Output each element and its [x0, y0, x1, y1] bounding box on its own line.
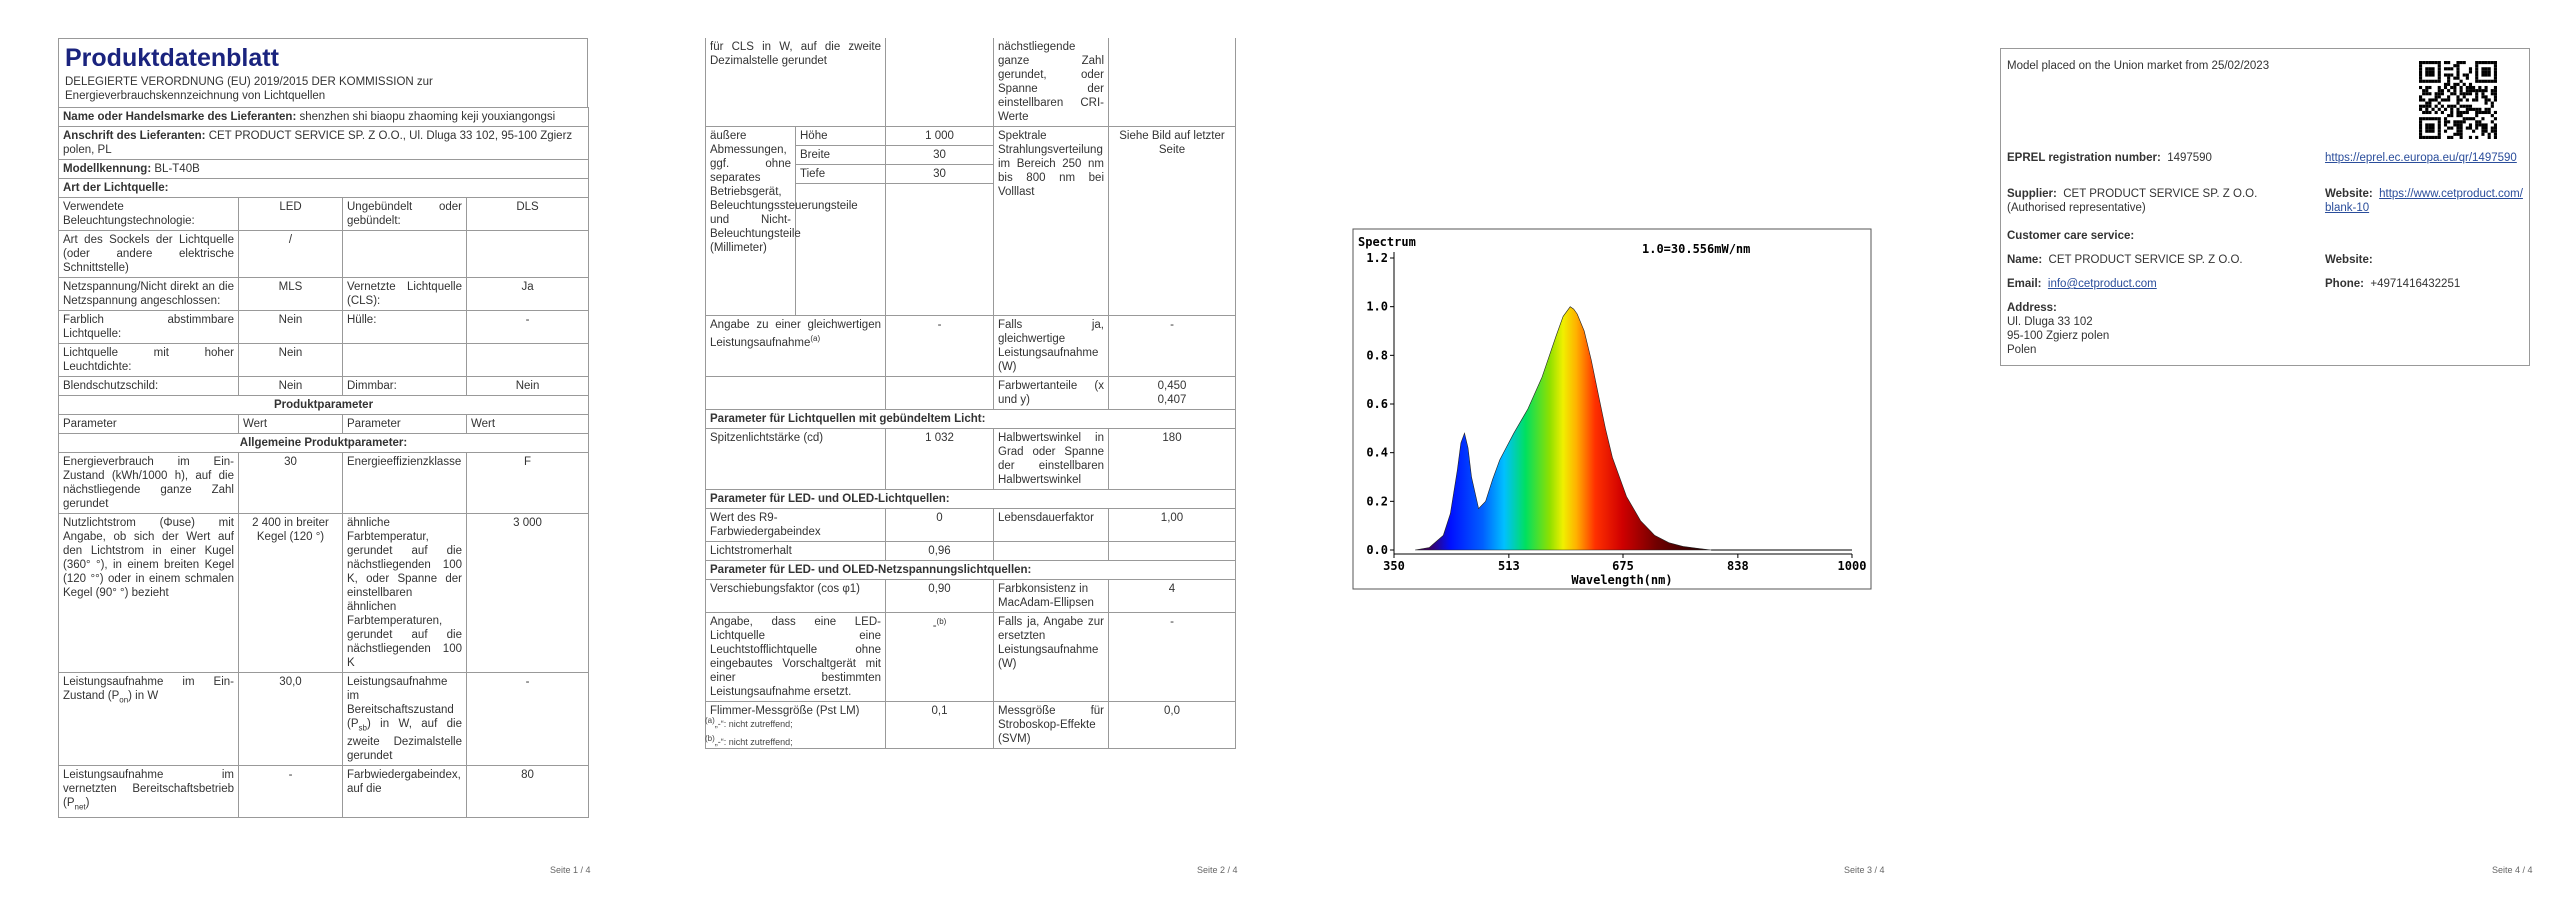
directional-heading: Parameter für Lichtquellen mit gebündeltem Licht:	[706, 410, 1236, 429]
page-number: Seite 1 / 4	[550, 865, 591, 875]
y-tick-label: 1.2	[1366, 251, 1388, 265]
eprel-info-box	[2000, 48, 2530, 366]
care-phone: Phone: +4971416432251	[2325, 278, 2461, 290]
address-line-3: Polen	[2007, 344, 2037, 356]
supplier-address-row: Anschrift des Lieferanten: CET PRODUCT SERVICE SP. Z O.O., Ul. Dluga 33 102, 95-100 Zgierz polen, PL	[59, 127, 589, 160]
networked-value: Ja	[467, 278, 589, 311]
chart-title: Spectrum	[1358, 235, 1416, 249]
beam-value: 180	[1109, 429, 1236, 490]
x-tick-label: 350	[1383, 559, 1405, 573]
address-line-2: 95-100 Zgierz polen	[2007, 330, 2110, 342]
y-tick-label: 0.8	[1366, 348, 1388, 363]
dimensions-label: äußere Abmessungen, ggf. ohne separates Betriebsgerät, Beleuchtungssteuerungsteile und Nicht-Beleuchtungsteile (Millimeter)	[706, 127, 796, 316]
y-tick-label: 0.2	[1366, 494, 1388, 509]
qr-code-icon	[2419, 61, 2497, 139]
footnote-b: $^{(b)}$„-“: nicht zutreffend;	[705, 734, 793, 747]
care-email: Email: info@cetproduct.com	[2007, 278, 2157, 290]
product-table-2: für CLS in W, auf die zweite Dezimalstelle gerundet nächstliegende ganze Zahl gerundet, oder Spanne der einstellbaren CRI-Werte äußere Abmessungen, ggf. ohne separates Betriebsgerät, Beleuchtungssteuerungsteile und Nicht-Beleuchtungsteile (Millimeter) Höhe 1 000 Spektrale Strahlungsverteilung im Bereich 250 nm bis 800 nm bei Volllast Siehe Bild auf letzter Seite Breite 30 Tiefe 30 Angabe zu einer gleichwertigen Leistungsaufnahme$^{(a)}$ - Falls ja, gleichwertige Leistungsaufnahme (W) - Farbwertanteile (x und y) 0,450 0,407 Parameter für Lichtquellen mit gebündeltem Licht: Spitzenlichtstärke (cd) 1 032 Halbwertswinkel in Grad oder Spanne der einstellbaren Halbwertswinkel 180 Parameter für LED- und OLED-Lichtquellen: Wert des R9-Farbwiedergabeindex 0 Lebensdauerfaktor 1,00 Lichtstromerhalt 0,96 Parameter für LED- und OLED-Netzspannungslichtquellen: Verschiebungsfaktor (cos φ1) 0,90 Farbkonsistenz in MacAdam-Ellipsen 4 Angabe, dass eine LED-Lichtquelle eine Leuchtstofflichtquelle ohne eingebautes Vorschaltgerät mit einer bestimmten Leistungsaufnahme ersetzt. -$^{(b)}$ Falls ja, Angabe zur ersetzten Leistungsaufnahme (W) - Flimmer-Messgröße (Pst LM) 0,1 Messgröße für Stroboskop-Effekte (SVM) 0,0	[705, 38, 1236, 749]
page-title: Produktdatenblatt	[65, 44, 279, 72]
page-number: Seite 4 / 4	[2492, 865, 2533, 875]
mains-heading: Parameter für LED- und OLED-Netzspannungslichtquellen:	[706, 561, 1236, 580]
power-on-value: 30,0	[239, 673, 343, 766]
displacement-value: 0,90	[886, 580, 994, 613]
envelope-value: -	[467, 311, 589, 344]
page-1	[58, 0, 698, 905]
dimmable-value: Nein	[467, 377, 589, 396]
lumen-value: 0,96	[886, 542, 994, 561]
flux-value: 2 400 in breiter Kegel (120 °)	[239, 514, 343, 673]
eprel-link[interactable]: https://eprel.ec.europa.eu/qr/1497590	[2325, 152, 2517, 164]
survival-value: 1,00	[1109, 509, 1236, 542]
page-number: Seite 3 / 4	[1844, 865, 1885, 875]
width-value: 30	[886, 146, 994, 165]
model-row: Modellkennung: BL-T40B	[59, 160, 589, 179]
care-name: Name: CET PRODUCT SERVICE SP. Z O.O.	[2007, 254, 2243, 266]
x-tick-label: 1000	[1837, 559, 1867, 573]
net-standby-value: -	[239, 766, 343, 817]
eprel-number: EPREL registration number: 1497590	[2007, 152, 2212, 164]
replace-value: -$^{(b)}$	[886, 613, 994, 702]
address-label: Address:	[2007, 302, 2057, 314]
cct-value: 3 000	[467, 514, 589, 673]
strobo-value: 0,0	[1109, 702, 1236, 749]
x-tick-label: 675	[1612, 559, 1634, 573]
depth-value: 30	[886, 165, 994, 184]
params-heading: Produktparameter	[59, 396, 589, 415]
y-tick-label: 0.6	[1366, 397, 1388, 411]
product-sheet	[58, 38, 588, 818]
page-2	[705, 0, 1345, 905]
equiv-value: -	[886, 316, 994, 377]
footnote-a: $^{(a)}$„-“: nicht zutreffend;	[705, 716, 793, 729]
supplier-name-row: Name oder Handelsmarke des Lieferanten: shenzhen shi biaopu zhaoming keji youxiangongsi	[59, 108, 589, 127]
colour-consistency-value: 4	[1109, 580, 1236, 613]
replace-yes-value: -	[1109, 613, 1236, 702]
socket-value: /	[239, 231, 343, 278]
supplier-address: CET PRODUCT SERVICE SP. Z O.O., Ul. Dluga 33 102, 95-100 Zgierz polen, PL	[63, 130, 573, 156]
standby-value: -	[467, 673, 589, 766]
tech-value: LED	[239, 198, 343, 231]
page-3	[1352, 0, 1992, 905]
equiv-yes-value: -	[1109, 316, 1236, 377]
mains-value: MLS	[239, 278, 343, 311]
chroma-values: 0,450 0,407	[1109, 377, 1236, 410]
customer-care-heading: Customer care service:	[2007, 230, 2135, 242]
height-value: 1 000	[886, 127, 994, 146]
y-tick-label: 0.4	[1366, 445, 1388, 460]
page-4	[2000, 0, 2560, 905]
r9-value: 0	[886, 509, 994, 542]
high-luminance-value: Nein	[239, 344, 343, 377]
x-tick-label: 513	[1498, 559, 1520, 573]
page-number: Seite 2 / 4	[1197, 865, 1238, 875]
cri-value: 80	[467, 766, 589, 817]
model-id: BL-T40B	[154, 163, 200, 175]
website-link[interactable]: https://www.cetproduct.com/blank-10	[2325, 188, 2523, 214]
supplier: Supplier: CET PRODUCT SERVICE SP. Z O.O. (Authorised representative)	[2007, 188, 2258, 214]
glare-value: Nein	[239, 377, 343, 396]
x-axis-label: Wavelength(nm)	[1571, 573, 1673, 587]
peak-value: 1 032	[886, 429, 994, 490]
general-heading: Allgemeine Produktparameter:	[59, 434, 589, 453]
spectrum-chart	[1352, 228, 1872, 608]
energy-on-value: 30	[239, 453, 343, 514]
regulation-text: DELEGIERTE VERORDNUNG (EU) 2019/2015 DER KOMMISSION zur Energieverbrauchskennzeichnung von Lichtquellen	[65, 76, 433, 102]
type-heading: Art der Lichtquelle:	[59, 179, 589, 198]
flicker-value: 0,1	[886, 702, 994, 749]
led-heading: Parameter für LED- und OLED-Lichtquellen:	[706, 490, 1236, 509]
colour-tunable-value: Nein	[239, 311, 343, 344]
market-date: Model placed on the Union market from 25/02/2023	[2007, 60, 2270, 72]
x-tick-label: 838	[1727, 559, 1749, 573]
care-website-label: Website:	[2325, 254, 2373, 266]
unbundled-value: DLS	[467, 198, 589, 231]
y-tick-label: 0.0	[1366, 543, 1388, 557]
address-line-1: Ul. Dluga 33 102	[2007, 316, 2093, 328]
chart-annotation: 1.0=30.556mW/nm	[1642, 242, 1751, 256]
supplier-website: Website: https://www.cetproduct.com/blank-10	[2325, 188, 2523, 214]
supplier-name: shenzhen shi biaopu zhaoming keji youxiangongsi	[299, 111, 556, 123]
product-table-1: Name oder Handelsmarke des Lieferanten: shenzhen shi biaopu zhaoming keji youxiangongsi Anschrift des Lieferanten: CET PRODUCT SERVICE SP. Z O.O., Ul. Dluga 33 102, 95-100 Zgierz polen, PL Modellkennung: BL-T40B Art der Lichtquelle: Verwendete Beleuchtungstechnologie: LED Ungebündelt oder gebündelt: DLS Art des Sockels der Lichtquelle (oder andere elektrische Schnittstelle) / Netzspannung/Nicht direkt an die Netzspannung angeschlossen: MLS Vernetzte Lichtquelle (CLS): Ja Farblich abstimmbare Lichtquelle: Nein Hülle: - Lichtquelle mit hoher Leuchtdichte: Nein Blendschutzschild: Nein Dimmbar: Nein Produktparameter Parameter Wert Parameter Wert Allgemeine Produktparameter: Energieverbrauch im Ein-Zustand (kWh/1000 h), auf die nächstliegende ganze Zahl gerundet 30 Energieeffizienzklasse F Nutzlichtstrom (Φuse) mit Angabe, ob sich der Wert auf den Lichtstrom in einer Kugel (360° °), in einem breiten Kegel (120 °°) oder in einem schmalen Kegel (90° °) bezieht 2 400 in breiter Kegel (120 °) ähnliche Farbtemperatur, gerundet auf die nächstliegenden 100 K, oder Spanne der einstellbaren ähnlichen Farbtemperaturen, gerundet auf die nächstliegenden 100 K 3 000 Leistungsaufnahme im Ein-Zustand $(P_{on})$ in W 30,0 Leistungsaufnahme im Bereitschaftszustand $(P_{sb})$ in W, auf die zweite Dezimalstelle gerundet - Leistungsaufnahme im vernetzten Bereitschaftsbetrieb $(P_{net})$ - Farbwiedergabeindex, auf die 80	[58, 107, 589, 818]
y-tick-label: 1.0	[1366, 299, 1388, 314]
efficiency-class: F	[467, 453, 589, 514]
email-link[interactable]: info@cetproduct.com	[2047, 278, 2157, 290]
spectral-value: Siehe Bild auf letzter Seite	[1109, 127, 1236, 316]
